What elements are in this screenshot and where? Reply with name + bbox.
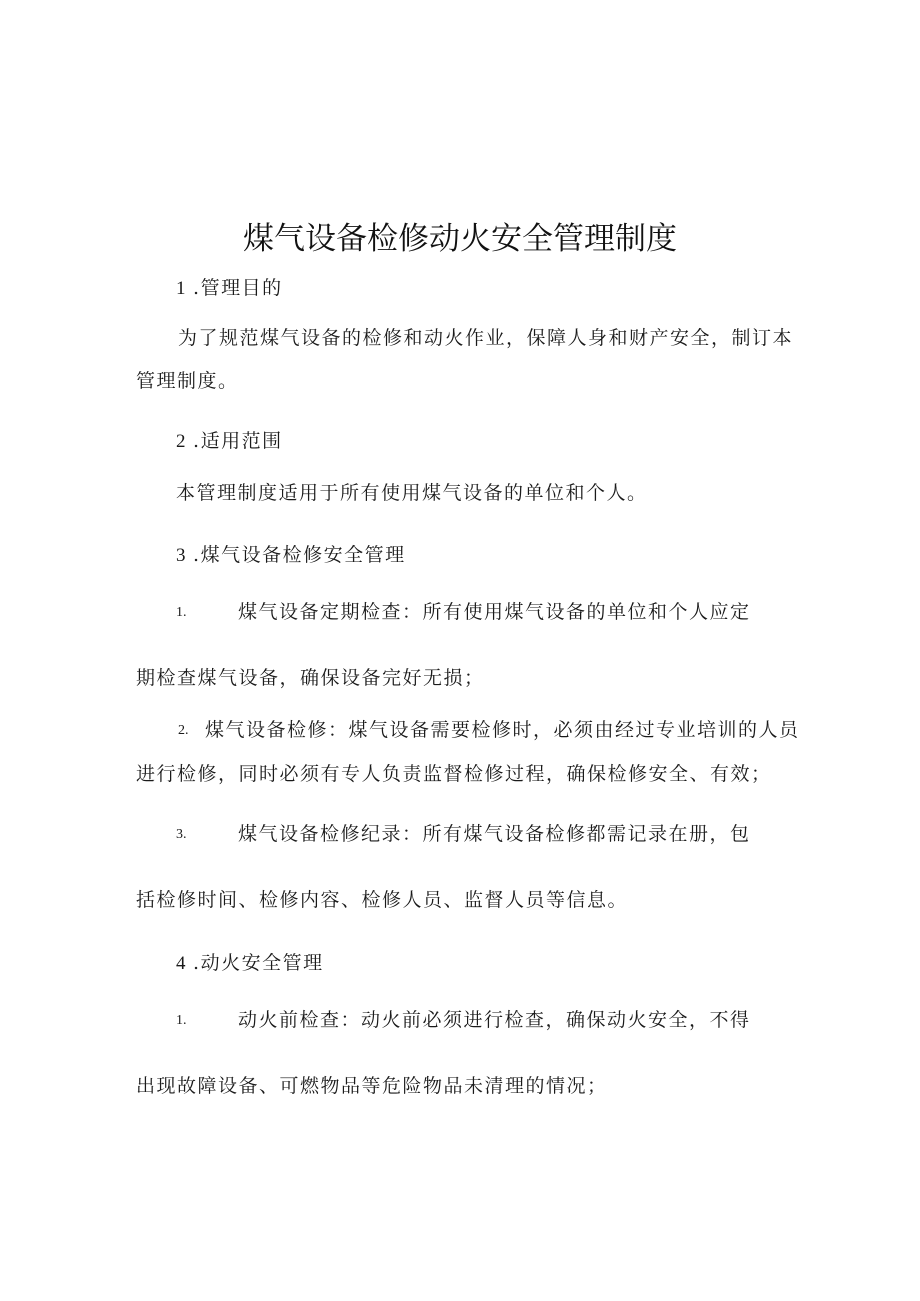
section-number: 2 (176, 431, 186, 452)
section-number: 4 (176, 953, 186, 974)
section-heading-text: .管理目的 (193, 277, 283, 299)
list-item-line: 煤气设备定期检查：所有使用煤气设备的单位和个人应定 (238, 601, 751, 623)
section-heading-text: .动火安全管理 (193, 952, 324, 974)
document-title: 煤气设备检修动火安全管理制度 (243, 221, 677, 257)
paragraph-line: 管理制度。 (136, 370, 239, 392)
section-number: 1 (176, 278, 186, 299)
paragraph-line: 为了规范煤气设备的检修和动火作业，保障人身和财产安全，制订本 (178, 327, 794, 349)
section-heading-2 (176, 429, 283, 454)
list-item-number: 1. (176, 605, 187, 620)
section-heading-4 (176, 951, 324, 976)
list-item-line: 期检查煤气设备，确保设备完好无损； (136, 667, 485, 689)
section-heading-text: .适用范围 (193, 430, 283, 452)
list-item-line: 煤气设备检修纪录：所有煤气设备检修都需记录在册，包 (238, 823, 751, 845)
list-item-line: 进行检修，同时必须有专人负责监督检修过程，确保检修安全、有效； (136, 763, 772, 785)
list-item-line: 出现故障设备、可燃物品等危险物品未清理的情况； (136, 1075, 608, 1097)
paragraph-line: 本管理制度适用于所有使用煤气设备的单位和个人。 (176, 482, 648, 504)
list-item-line: 动火前检查：动火前必须进行检查，确保动火安全，不得 (238, 1009, 751, 1031)
list-item-line: 煤气设备检修：煤气设备需要检修时，必须由经过专业培训的人员 (205, 719, 800, 741)
section-heading-3 (176, 543, 406, 568)
list-item-line: 括检修时间、检修内容、检修人员、监督人员等信息。 (136, 889, 629, 911)
section-number: 3 (176, 545, 186, 566)
section-heading-1 (176, 276, 283, 301)
section-heading-text: .煤气设备检修安全管理 (193, 544, 406, 566)
list-item-number: 2. (178, 723, 189, 738)
list-item-number: 3. (176, 827, 187, 842)
list-item-number: 1. (176, 1013, 187, 1028)
